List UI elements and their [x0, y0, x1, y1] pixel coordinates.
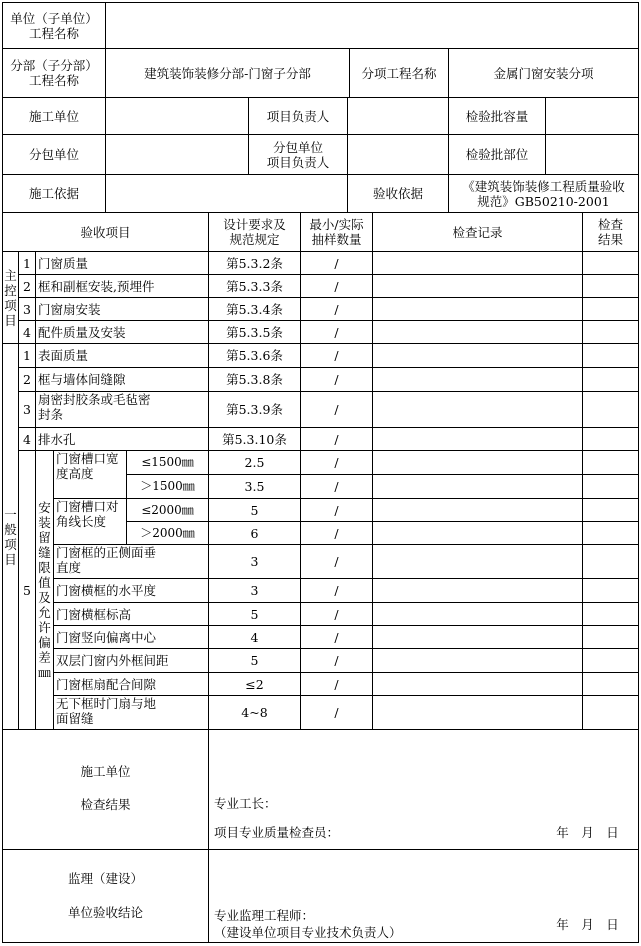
deviation-name-text: 门窗框的正侧面垂 直度	[56, 545, 157, 575]
subcontractor-value[interactable]	[106, 135, 248, 174]
contractor-check-label-1: 施工单位	[80, 763, 131, 779]
tolerance-value: 2.5	[244, 455, 265, 470]
deviation-value: 4	[250, 629, 259, 645]
deviation-name: 门窗框扇配合间隙	[56, 676, 157, 692]
general-item-result[interactable]	[583, 368, 638, 391]
deviation-record[interactable]	[373, 696, 582, 729]
item-project-value[interactable]: 金属门窗安装分项	[493, 65, 594, 81]
main-item-result[interactable]	[583, 298, 638, 320]
grid-line	[2, 849, 639, 850]
general-item-sample[interactable]: /	[334, 348, 339, 363]
foreman-label: 专业工长：	[214, 795, 277, 811]
main-item-spec: 第5.3.2条	[226, 255, 283, 271]
general-item-result[interactable]	[583, 392, 638, 427]
tolerance-record[interactable]	[373, 451, 582, 474]
deviation-name	[54, 696, 208, 729]
general-item-result[interactable]	[583, 344, 638, 367]
deviation-name: 门窗横框标高	[56, 606, 132, 622]
col-header-design	[209, 213, 300, 251]
project-manager-label: 项目负责人	[266, 108, 330, 124]
main-item-record[interactable]	[373, 321, 582, 343]
deviation-name	[54, 545, 208, 578]
general-item-result[interactable]	[583, 428, 638, 450]
tolerance-sample[interactable]: /	[334, 455, 339, 470]
contractor-label: 施工单位	[28, 108, 79, 124]
unit-project-value[interactable]	[106, 3, 638, 48]
deviation-sample[interactable]: /	[334, 606, 339, 622]
groove-width-text: 门窗槽口宽 度高度	[56, 451, 119, 481]
sub-manager-label	[249, 135, 347, 174]
deviation-record[interactable]	[373, 545, 582, 578]
acceptance-basis-text: 《建筑装饰装修工程质量验收 规范》GB50210-2001	[462, 178, 625, 209]
general-item-name: 框与墙体间缝隙	[38, 372, 126, 387]
general-item-sample[interactable]: /	[334, 372, 339, 387]
main-item-sample[interactable]: /	[334, 301, 339, 317]
subdivision-value[interactable]: 建筑装饰装修分部-门窗子分部	[144, 65, 311, 81]
deviation-result[interactable]	[583, 673, 638, 695]
deviation-name-text: 无下框时门扇与地 面留缝	[56, 696, 157, 726]
deviation-sample[interactable]: /	[334, 629, 339, 645]
deviation-sample[interactable]: /	[334, 676, 339, 692]
tolerance-record[interactable]	[373, 522, 582, 544]
col-header-sample	[301, 213, 372, 251]
main-item-record[interactable]	[373, 298, 582, 320]
tolerance-condition: ＞1500㎜	[140, 479, 195, 493]
general-item-number: 4	[23, 431, 31, 447]
general-item-name: 排水孔	[38, 431, 76, 447]
main-item-result[interactable]	[583, 252, 638, 274]
tolerance-result[interactable]	[583, 475, 638, 498]
tolerance-result[interactable]	[583, 522, 638, 544]
deviation-result[interactable]	[583, 545, 638, 578]
deviation-record[interactable]	[373, 603, 582, 625]
main-item-record[interactable]	[373, 252, 582, 274]
main-control-group-label	[3, 252, 18, 343]
general-item-record[interactable]	[373, 368, 582, 391]
tolerance-condition: ≤2000㎜	[141, 502, 194, 517]
tolerance-condition: ≤1500㎜	[141, 455, 194, 469]
sub-manager-value[interactable]	[348, 135, 448, 174]
subdivision-label-text: 分部（子分部） 工程名称	[10, 58, 98, 88]
main-item-sample[interactable]: /	[334, 324, 339, 340]
deviation-sample[interactable]: /	[334, 705, 339, 720]
construction-basis-label: 施工依据	[28, 186, 79, 201]
col-header-result	[583, 213, 638, 251]
general-item-number: 2	[23, 372, 31, 387]
item-project-label: 分项工程名称	[361, 65, 437, 81]
deviation-value: ≤2	[245, 676, 264, 692]
tolerance-condition: ＞2000㎜	[140, 525, 195, 540]
general-item-record[interactable]	[373, 428, 582, 450]
general-item-name	[36, 392, 208, 427]
col-header-result-text: 检查 结果	[597, 217, 623, 247]
tolerance-sample[interactable]: /	[334, 479, 339, 494]
date-field-1[interactable]: 年 月 日	[556, 824, 619, 840]
qc-inspector-label: 项目专业质量检查员：	[214, 824, 340, 840]
general-item-spec: 第5.3.8条	[226, 372, 283, 387]
tolerance-value: 5	[250, 502, 259, 518]
deviation-record[interactable]	[373, 579, 582, 602]
tolerance-label-text: 安 装 留 缝 限 值 及 允 许 偏 差 ㎜	[38, 500, 51, 680]
unit-project-label	[3, 3, 105, 48]
deviation-value: 3	[250, 554, 259, 569]
main-item-number: 4	[23, 324, 31, 340]
groove-width-label	[54, 451, 126, 498]
batch-capacity-value[interactable]	[546, 98, 638, 134]
deviation-record[interactable]	[373, 626, 582, 648]
main-item-number: 3	[23, 301, 31, 317]
deviation-result[interactable]	[583, 579, 638, 602]
main-item-spec: 第5.3.5条	[226, 324, 283, 340]
general-group-text: 一 般 项 目	[4, 506, 17, 567]
general-item-sample[interactable]: /	[334, 402, 339, 417]
tolerance-result[interactable]	[583, 451, 638, 474]
general-item-name: 表面质量	[38, 348, 89, 363]
tolerance-label	[36, 451, 53, 729]
tolerance-record[interactable]	[373, 475, 582, 498]
general-item-spec: 第5.3.9条	[226, 402, 283, 417]
tolerance-value: 6	[250, 525, 259, 541]
subdivision-label	[3, 49, 105, 97]
deviation-name: 门窗横框的水平度	[56, 583, 157, 598]
main-item-spec: 第5.3.3条	[226, 278, 283, 294]
main-item-spec: 第5.3.4条	[226, 301, 283, 317]
main-item-sample[interactable]: /	[334, 255, 339, 271]
tolerance-record[interactable]	[373, 499, 582, 521]
project-manager-value[interactable]	[348, 98, 448, 134]
deviation-value: 3	[250, 583, 259, 598]
general-item-spec: 第5.3.6条	[226, 348, 283, 363]
batch-location-value[interactable]	[546, 135, 638, 174]
tolerance-sample[interactable]: /	[334, 525, 339, 541]
col-header-record: 检查记录	[452, 224, 503, 240]
grid-line	[2, 729, 639, 730]
main-item-name: 框和副框安装,预埋件	[38, 278, 155, 294]
general-item-spec: 第5.3.10条	[222, 431, 287, 447]
batch-location-label: 检验批部位	[465, 147, 529, 162]
main-item-sample[interactable]: /	[334, 278, 339, 294]
grid-line	[2, 942, 639, 943]
deviation-sample[interactable]: /	[334, 583, 339, 598]
groove-diag-text: 门窗槽口对 角线长度	[56, 499, 119, 529]
deviation-value: 4~8	[241, 705, 268, 720]
col-header-design-text: 设计要求及 规范规定	[223, 217, 286, 247]
contractor-check-label-2: 检查结果	[80, 796, 131, 812]
date-field-2[interactable]: 年 月 日	[556, 916, 619, 932]
sub-manager-label-text: 分包单位 项目负责人	[266, 139, 330, 170]
tolerance-result[interactable]	[583, 499, 638, 521]
item-5-number: 5	[23, 582, 31, 598]
main-item-number: 1	[23, 255, 31, 271]
supervisor-label-2: 单位验收结论	[67, 904, 143, 920]
tolerance-value: 3.5	[244, 479, 265, 494]
main-item-result[interactable]	[583, 321, 638, 343]
grid-line	[638, 2, 639, 943]
main-item-name: 门窗质量	[38, 255, 89, 271]
general-item-number: 1	[23, 348, 31, 363]
contractor-value[interactable]	[106, 98, 248, 134]
main-item-result[interactable]	[583, 275, 638, 297]
deviation-sample[interactable]: /	[334, 554, 339, 569]
owner-rep-label: （建设单位项目专业技术负责人）	[214, 924, 402, 940]
main-item-name: 门窗扇安装	[38, 301, 101, 317]
deviation-name: 门窗竖向偏离中心	[56, 629, 157, 645]
col-header-item: 验收项目	[80, 224, 131, 240]
col-header-sample-text: 最小/实际 抽样数量	[309, 217, 364, 247]
deviation-name: 双层门窗内外框间距	[56, 653, 169, 668]
deviation-record[interactable]	[373, 649, 582, 672]
general-item-sample[interactable]: /	[334, 431, 339, 447]
general-item-record[interactable]	[373, 392, 582, 427]
deviation-record[interactable]	[373, 673, 582, 695]
deviation-result[interactable]	[583, 649, 638, 672]
subcontractor-label: 分包单位	[28, 147, 79, 162]
general-item-record[interactable]	[373, 344, 582, 367]
unit-project-label-text: 单位（子单位） 工程名称	[10, 10, 98, 41]
main-item-record[interactable]	[373, 275, 582, 297]
batch-capacity-label: 检验批容量	[465, 108, 529, 124]
general-item-number: 3	[23, 402, 31, 417]
main-control-group-text: 主 控 项 目	[4, 267, 17, 328]
supervisor-label-1: 监理（建设）	[67, 870, 143, 886]
general-item-name-text: 扇密封胶条或毛毡密 封条	[38, 392, 151, 422]
deviation-value: 5	[250, 606, 259, 622]
main-item-name: 配件质量及安装	[38, 324, 126, 340]
deviation-value: 5	[250, 653, 259, 668]
construction-basis-value[interactable]	[106, 175, 347, 212]
supervision-engineer-label: 专业监理工程师：	[214, 907, 315, 923]
deviation-sample[interactable]: /	[334, 653, 339, 668]
deviation-result[interactable]	[583, 626, 638, 648]
groove-diag-label	[54, 499, 126, 544]
deviation-result[interactable]	[583, 696, 638, 729]
general-group-label	[3, 344, 18, 729]
main-item-number: 2	[23, 278, 31, 294]
acceptance-basis-value	[449, 175, 638, 212]
tolerance-sample[interactable]: /	[334, 502, 339, 518]
acceptance-basis-label: 验收依据	[372, 186, 423, 201]
deviation-result[interactable]	[583, 603, 638, 625]
